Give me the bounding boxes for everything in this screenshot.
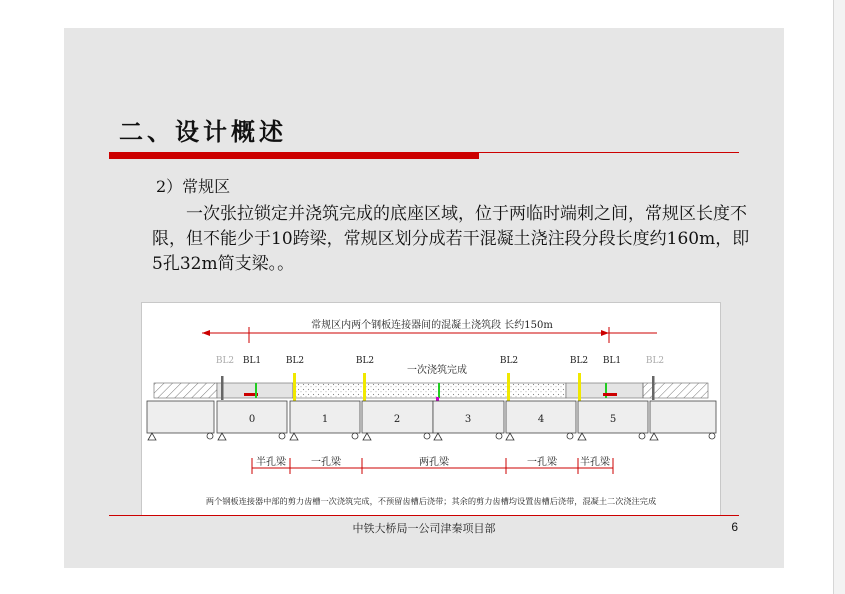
marker-grey-left [221, 376, 224, 400]
bl2-label-1: BL2 [285, 356, 305, 366]
bl2-label-right-outer: BL2 [645, 356, 665, 366]
marker-green-left [255, 383, 257, 398]
section-subheading: 2）常规区 [156, 177, 231, 196]
bl2-label-2: BL2 [355, 356, 375, 366]
bl-labels [216, 356, 664, 376]
base-hatched-left [154, 383, 217, 398]
support-fixed [218, 433, 226, 440]
support-fixed [290, 433, 298, 440]
bl2-label-3: BL2 [499, 356, 519, 366]
marker-yellow [507, 373, 510, 401]
body-paragraph: 一次张拉锁定并浇筑完成的底座区域，位于两临时端刺之间，常规区长度不限，但不能少于10跨梁，常规区划分成若干混凝土浇注段分段长度约160m，即5孔32m简支梁。。 [152, 204, 750, 274]
top-dimension [202, 318, 657, 343]
support-roller [279, 433, 285, 439]
bl2-label-4: BL2 [569, 356, 589, 366]
slide [64, 28, 784, 568]
title-accent-bar [109, 152, 479, 159]
marker-yellow [363, 373, 366, 401]
support-roller [424, 433, 430, 439]
center-pour-label: 一次浇筑完成 [407, 365, 467, 376]
window-right-edge [833, 0, 845, 594]
support-roller [709, 433, 715, 439]
beams [147, 401, 716, 433]
top-dimension-label: 常规区内两个钢板连接器间的混凝土浇筑段 长约150m [311, 320, 553, 331]
span-number-5: 5 [609, 414, 617, 425]
bl1-label-left: BL1 [242, 356, 262, 366]
structure-diagram [141, 302, 721, 516]
beam-outer-right [650, 401, 716, 433]
page-number: 6 [731, 520, 738, 534]
support-roller [567, 433, 573, 439]
marker-green-center [438, 383, 440, 398]
support-roller [352, 433, 358, 439]
span-number-3: 3 [464, 414, 472, 425]
support-fixed [363, 433, 371, 440]
dim-label-two: 两孔梁 [419, 457, 449, 468]
marker-yellow [578, 373, 581, 401]
footer-text: 中铁大桥局一公司津秦项目部 [352, 522, 496, 535]
bl2-label-left-outer: BL2 [215, 356, 235, 366]
support-roller [496, 433, 502, 439]
dim-label-one-left: 一孔梁 [311, 457, 341, 468]
dim-label-half-left: 半孔梁 [256, 457, 286, 468]
dim-label-one-right: 一孔梁 [527, 457, 557, 468]
footer-divider [109, 515, 739, 516]
diagram-svg [142, 303, 720, 515]
base-dotted-center [293, 383, 566, 398]
diagram-caption: 两个钢板连接器中部的剪力齿槽一次浇筑完成，不预留齿槽后浇带；其余的剪力齿槽均设置齿槽后浇带，混凝土二次浇注完成 [205, 496, 657, 506]
marker-yellow [293, 373, 296, 401]
marker-grey-right [652, 376, 655, 400]
support-fixed [506, 433, 514, 440]
support-fixed [650, 433, 658, 440]
dim-label-half-right: 半孔梁 [580, 457, 610, 468]
support-roller [639, 433, 645, 439]
bottom-dimensions [252, 455, 613, 474]
support-fixed [148, 433, 156, 440]
support-roller [207, 433, 213, 439]
marker-red-right [603, 393, 617, 396]
beam-outer-left [147, 401, 214, 433]
bearing-supports [148, 433, 715, 440]
base-layer [154, 383, 708, 398]
span-number-4: 4 [537, 414, 545, 425]
bl1-label-right: BL1 [602, 356, 622, 366]
support-fixed [578, 433, 586, 440]
support-fixed [434, 433, 442, 440]
span-number-1: 1 [321, 414, 329, 425]
span-number-2: 2 [393, 414, 401, 425]
span-number-0: 0 [248, 414, 256, 425]
slide-title: 二、设计概述 [119, 118, 287, 146]
